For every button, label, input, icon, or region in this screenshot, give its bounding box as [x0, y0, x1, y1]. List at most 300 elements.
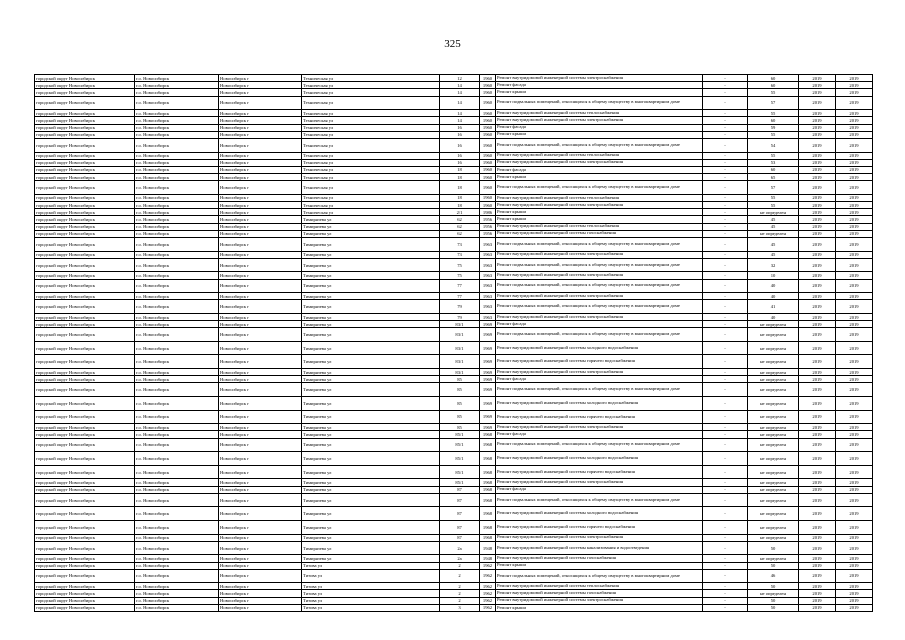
district-cell: г.о. Новосибирск — [135, 383, 219, 397]
district-cell: г.о. Новосибирск — [135, 424, 219, 431]
dash-cell: - — [703, 583, 748, 590]
dash-cell: - — [703, 493, 748, 507]
house-number-cell: 18 — [440, 202, 480, 209]
street-cell: Техническая ул — [302, 89, 440, 96]
street-cell: Техническая ул — [302, 202, 440, 209]
work-type-cell: Ремонт подвальных помещений, относящихся к общему имуществу в многоквартирном доме — [496, 181, 703, 195]
plan-year-end-cell: 2019 — [836, 424, 873, 431]
table-row — [35, 397, 873, 411]
plan-year-end-cell: 2019 — [836, 410, 873, 424]
wear-cell: не определен — [748, 321, 799, 328]
house-number-cell: 12 — [440, 75, 480, 82]
municipality-cell: городской округ Новосибирск — [35, 486, 135, 493]
plan-year-end-cell: 2019 — [836, 486, 873, 493]
plan-year-cell: 2019 — [799, 328, 836, 342]
city-cell: Новосибирск г — [219, 216, 302, 223]
district-cell: г.о. Новосибирск — [135, 604, 219, 611]
street-cell: Тимирязева ул — [302, 369, 440, 376]
municipality-cell: городской округ Новосибирск — [35, 583, 135, 590]
wear-cell: не определен — [748, 534, 799, 541]
district-cell: г.о. Новосибирск — [135, 110, 219, 117]
municipality-cell: городской округ Новосибирск — [35, 313, 135, 320]
table-row — [35, 555, 873, 562]
house-number-cell: 85/1 — [440, 465, 480, 479]
table-row — [35, 181, 873, 195]
city-cell: Новосибирск г — [219, 369, 302, 376]
wear-cell: не определен — [748, 479, 799, 486]
street-cell: Тимирязева ул — [302, 321, 440, 328]
year-built-cell: 1969 — [480, 321, 496, 328]
work-type-cell: Ремонт внутридомовой инженерной системы электроснабжения — [496, 117, 703, 124]
city-cell: Новосибирск г — [219, 604, 302, 611]
plan-year-end-cell: 2019 — [836, 117, 873, 124]
street-cell: Тимирязева ул — [302, 493, 440, 507]
dash-cell: - — [703, 75, 748, 82]
street-cell: Тимирязева ул — [302, 216, 440, 223]
wear-cell: не определен — [748, 438, 799, 452]
plan-year-cell: 2019 — [799, 493, 836, 507]
year-built-cell: 1968 — [480, 534, 496, 541]
street-cell: Тимирязева ул — [302, 507, 440, 521]
plan-year-end-cell: 2019 — [836, 174, 873, 181]
work-type-cell: Ремонт подвальных помещений, относящихся к общему имуществу в многоквартирном доме — [496, 258, 703, 272]
table-row — [35, 507, 873, 521]
municipality-cell: городской округ Новосибирск — [35, 520, 135, 534]
street-cell: Техническая ул — [302, 131, 440, 138]
municipality-cell: городской округ Новосибирск — [35, 569, 135, 583]
work-type-cell: Ремонт внутридомовой инженерной системы электроснабжения — [496, 479, 703, 486]
house-number-cell: 87 — [440, 507, 480, 521]
plan-year-end-cell: 2019 — [836, 376, 873, 383]
dash-cell: - — [703, 159, 748, 166]
city-cell: Новосибирск г — [219, 597, 302, 604]
city-cell: Новосибирск г — [219, 279, 302, 293]
wear-cell: 55 — [748, 131, 799, 138]
year-built-cell: 1962 — [480, 569, 496, 583]
municipality-cell: городской округ Новосибирск — [35, 279, 135, 293]
plan-year-end-cell: 2019 — [836, 452, 873, 466]
plan-year-cell: 2019 — [799, 486, 836, 493]
house-number-cell: 75 — [440, 272, 480, 279]
wear-cell: 54 — [748, 138, 799, 152]
city-cell: Новосибирск г — [219, 569, 302, 583]
plan-year-end-cell: 2019 — [836, 597, 873, 604]
plan-year-end-cell: 2019 — [836, 369, 873, 376]
plan-year-end-cell: 2019 — [836, 321, 873, 328]
district-cell: г.о. Новосибирск — [135, 258, 219, 272]
city-cell: Новосибирск г — [219, 251, 302, 258]
dash-cell: - — [703, 590, 748, 597]
city-cell: Новосибирск г — [219, 89, 302, 96]
municipality-cell: городской округ Новосибирск — [35, 181, 135, 195]
house-number-cell: 14 — [440, 96, 480, 110]
dash-cell: - — [703, 452, 748, 466]
work-type-cell: Ремонт внутридомовой инженерной системы электроснабжения — [496, 272, 703, 279]
street-cell: Техническая ул — [302, 194, 440, 201]
table-row — [35, 355, 873, 369]
year-built-cell: 1962 — [480, 583, 496, 590]
plan-year-end-cell: 2019 — [836, 383, 873, 397]
dash-cell: - — [703, 383, 748, 397]
municipality-cell: городской округ Новосибирск — [35, 555, 135, 562]
house-number-cell: 14 — [440, 82, 480, 89]
district-cell: г.о. Новосибирск — [135, 493, 219, 507]
work-type-cell: Ремонт внутридомовой инженерной системы газоснабжения — [496, 230, 703, 237]
city-cell: Новосибирск г — [219, 166, 302, 173]
plan-year-end-cell: 2019 — [836, 82, 873, 89]
wear-cell: 32 — [748, 258, 799, 272]
dash-cell: - — [703, 152, 748, 159]
wear-cell: 50 — [748, 604, 799, 611]
city-cell: Новосибирск г — [219, 82, 302, 89]
plan-year-end-cell: 2019 — [836, 89, 873, 96]
street-cell: Техническая ул — [302, 209, 440, 216]
dash-cell: - — [703, 293, 748, 300]
municipality-cell: городской округ Новосибирск — [35, 590, 135, 597]
wear-cell: 55 — [748, 202, 799, 209]
work-type-cell: Ремонт внутридомовой инженерной системы газоснабжения — [496, 590, 703, 597]
plan-year-cell: 2019 — [799, 397, 836, 411]
municipality-cell: городской округ Новосибирск — [35, 159, 135, 166]
plan-year-end-cell: 2019 — [836, 604, 873, 611]
house-number-cell: 85 — [440, 410, 480, 424]
wear-cell: не определен — [748, 424, 799, 431]
table-row — [35, 152, 873, 159]
dash-cell: - — [703, 410, 748, 424]
dash-cell: - — [703, 507, 748, 521]
wear-cell: 40 — [748, 279, 799, 293]
municipality-cell: городской округ Новосибирск — [35, 237, 135, 251]
wear-cell: не определен — [748, 465, 799, 479]
dash-cell: - — [703, 272, 748, 279]
wear-cell: 55 — [748, 152, 799, 159]
plan-year-end-cell: 2019 — [836, 138, 873, 152]
year-built-cell: 1960 — [480, 75, 496, 82]
city-cell: Новосибирск г — [219, 493, 302, 507]
plan-year-cell: 2019 — [799, 369, 836, 376]
street-cell: Тимирязева ул — [302, 438, 440, 452]
plan-year-cell: 2019 — [799, 438, 836, 452]
plan-year-end-cell: 2019 — [836, 520, 873, 534]
dash-cell: - — [703, 597, 748, 604]
district-cell: г.о. Новосибирск — [135, 541, 219, 555]
plan-year-cell: 2019 — [799, 152, 836, 159]
house-number-cell: 14 — [440, 117, 480, 124]
house-number-cell: 77 — [440, 279, 480, 293]
house-number-cell: 85/1 — [440, 438, 480, 452]
table-row — [35, 174, 873, 181]
table-row — [35, 590, 873, 597]
street-cell: Титова ул — [302, 569, 440, 583]
work-type-cell: Ремонт подвальных помещений, относящихся к общему имуществу в многоквартирном доме — [496, 493, 703, 507]
street-cell: Техническая ул — [302, 166, 440, 173]
city-cell: Новосибирск г — [219, 124, 302, 131]
house-number-cell: 85 — [440, 376, 480, 383]
wear-cell: 55 — [748, 194, 799, 201]
table-row — [35, 541, 873, 555]
work-type-cell: Ремонт подвальных помещений, относящихся к общему имуществу в многоквартирном доме — [496, 237, 703, 251]
year-built-cell: 1960 — [480, 138, 496, 152]
municipality-cell: городской округ Новосибирск — [35, 96, 135, 110]
wear-cell: не определен — [748, 209, 799, 216]
municipality-cell: городской округ Новосибирск — [35, 124, 135, 131]
plan-year-cell: 2019 — [799, 569, 836, 583]
municipality-cell: городской округ Новосибирск — [35, 230, 135, 237]
year-built-cell: 1968 — [480, 479, 496, 486]
year-built-cell: 1956 — [480, 216, 496, 223]
wear-cell: не определен — [748, 507, 799, 521]
dash-cell: - — [703, 520, 748, 534]
street-cell: Техническая ул — [302, 96, 440, 110]
year-built-cell: 1963 — [480, 300, 496, 314]
street-cell: Тимирязева ул — [302, 465, 440, 479]
work-type-cell: Ремонт внутридомовой инженерной системы холодного водоснабжения — [496, 397, 703, 411]
plan-year-end-cell: 2019 — [836, 272, 873, 279]
table-row — [35, 166, 873, 173]
wear-cell: 65 — [748, 174, 799, 181]
work-type-cell: Ремонт внутридомовой инженерной системы электроснабжения — [496, 424, 703, 431]
municipality-cell: городской округ Новосибирск — [35, 293, 135, 300]
house-number-cell: 2a — [440, 555, 480, 562]
year-built-cell: 1968 — [480, 520, 496, 534]
municipality-cell: городской округ Новосибирск — [35, 465, 135, 479]
district-cell: г.о. Новосибирск — [135, 194, 219, 201]
wear-cell: 60 — [748, 82, 799, 89]
plan-year-cell: 2019 — [799, 321, 836, 328]
year-built-cell: 1960 — [480, 124, 496, 131]
municipality-cell: городской округ Новосибирск — [35, 138, 135, 152]
dash-cell: - — [703, 569, 748, 583]
street-cell: Тимирязева ул — [302, 279, 440, 293]
street-cell: Техническая ул — [302, 117, 440, 124]
table-row — [35, 89, 873, 96]
municipality-cell: городской округ Новосибирск — [35, 355, 135, 369]
house-number-cell: 85/1 — [440, 431, 480, 438]
district-cell: г.о. Новосибирск — [135, 369, 219, 376]
table-row — [35, 313, 873, 320]
street-cell: Техническая ул — [302, 110, 440, 117]
table-row — [35, 410, 873, 424]
wear-cell: не определен — [748, 383, 799, 397]
table-row — [35, 493, 873, 507]
house-number-cell: 83/1 — [440, 355, 480, 369]
house-number-cell: 87 — [440, 493, 480, 507]
dash-cell: - — [703, 124, 748, 131]
district-cell: г.о. Новосибирск — [135, 293, 219, 300]
table-row — [35, 383, 873, 397]
plan-year-cell: 2019 — [799, 89, 836, 96]
municipality-cell: городской округ Новосибирск — [35, 383, 135, 397]
plan-year-end-cell: 2019 — [836, 569, 873, 583]
plan-year-end-cell: 2019 — [836, 507, 873, 521]
plan-year-cell: 2019 — [799, 465, 836, 479]
work-type-cell: Ремонт фасада — [496, 486, 703, 493]
municipality-cell: городской округ Новосибирск — [35, 424, 135, 431]
city-cell: Новосибирск г — [219, 321, 302, 328]
street-cell: Тимирязева ул — [302, 520, 440, 534]
city-cell: Новосибирск г — [219, 138, 302, 152]
municipality-cell: городской округ Новосибирск — [35, 152, 135, 159]
district-cell: г.о. Новосибирск — [135, 562, 219, 569]
district-cell: г.о. Новосибирск — [135, 486, 219, 493]
plan-year-cell: 2019 — [799, 82, 836, 89]
district-cell: г.о. Новосибирск — [135, 131, 219, 138]
year-built-cell: 1960 — [480, 152, 496, 159]
city-cell: Новосибирск г — [219, 223, 302, 230]
plan-year-end-cell: 2019 — [836, 216, 873, 223]
house-number-cell: 62 — [440, 223, 480, 230]
table-row — [35, 438, 873, 452]
street-cell: Тимирязева ул — [302, 479, 440, 486]
table-row — [35, 583, 873, 590]
wear-cell: не определен — [748, 493, 799, 507]
house-number-cell: 18 — [440, 194, 480, 201]
house-number-cell: 83/1 — [440, 328, 480, 342]
year-built-cell: 1960 — [480, 117, 496, 124]
year-built-cell: 1948 — [480, 555, 496, 562]
year-built-cell: 1963 — [480, 237, 496, 251]
house-number-cell: 16 — [440, 159, 480, 166]
district-cell: г.о. Новосибирск — [135, 438, 219, 452]
house-number-cell: 73 — [440, 251, 480, 258]
house-number-cell: 83/1 — [440, 321, 480, 328]
city-cell: Новосибирск г — [219, 355, 302, 369]
wear-cell: не определен — [748, 520, 799, 534]
plan-year-cell: 2019 — [799, 410, 836, 424]
plan-year-cell: 2019 — [799, 376, 836, 383]
municipality-cell: городской округ Новосибирск — [35, 251, 135, 258]
dash-cell: - — [703, 174, 748, 181]
municipality-cell: городской округ Новосибирск — [35, 328, 135, 342]
table-row — [35, 251, 873, 258]
house-number-cell: 14 — [440, 89, 480, 96]
plan-year-end-cell: 2019 — [836, 355, 873, 369]
year-built-cell: 1969 — [480, 341, 496, 355]
year-built-cell: 1960 — [480, 202, 496, 209]
wear-cell: не определен — [748, 355, 799, 369]
dash-cell: - — [703, 486, 748, 493]
dash-cell: - — [703, 258, 748, 272]
dash-cell: - — [703, 328, 748, 342]
city-cell: Новосибирск г — [219, 174, 302, 181]
year-built-cell: 1956 — [480, 223, 496, 230]
table-row — [35, 216, 873, 223]
table-row — [35, 479, 873, 486]
street-cell: Тимирязева ул — [302, 258, 440, 272]
district-cell: г.о. Новосибирск — [135, 300, 219, 314]
work-type-cell: Ремонт фасада — [496, 82, 703, 89]
work-type-cell: Ремонт подвальных помещений, относящихся к общему имуществу в многоквартирном доме — [496, 328, 703, 342]
plan-year-end-cell: 2019 — [836, 223, 873, 230]
work-type-cell: Ремонт внутридомовой инженерной системы теплоснабжения — [496, 194, 703, 201]
work-type-cell: Ремонт внутридомовой инженерной системы горячего водоснабжения — [496, 355, 703, 369]
city-cell: Новосибирск г — [219, 452, 302, 466]
dash-cell: - — [703, 300, 748, 314]
plan-year-cell: 2019 — [799, 174, 836, 181]
table-row — [35, 96, 873, 110]
year-built-cell: 1963 — [480, 313, 496, 320]
municipality-cell: городской округ Новосибирск — [35, 223, 135, 230]
plan-year-end-cell: 2019 — [836, 493, 873, 507]
district-cell: г.о. Новосибирск — [135, 272, 219, 279]
district-cell: г.о. Новосибирск — [135, 138, 219, 152]
municipality-cell: городской округ Новосибирск — [35, 534, 135, 541]
year-built-cell: 1969 — [480, 383, 496, 397]
plan-year-end-cell: 2019 — [836, 555, 873, 562]
city-cell: Новосибирск г — [219, 397, 302, 411]
work-type-cell: Ремонт внутридомовой инженерной системы холодного водоснабжения — [496, 341, 703, 355]
dash-cell: - — [703, 96, 748, 110]
table-row — [35, 452, 873, 466]
plan-year-end-cell: 2019 — [836, 230, 873, 237]
table-row — [35, 520, 873, 534]
district-cell: г.о. Новосибирск — [135, 410, 219, 424]
year-built-cell: 1986 — [480, 209, 496, 216]
work-type-cell: Ремонт внутридомовой инженерной системы электроснабжения — [496, 202, 703, 209]
table-row — [35, 138, 873, 152]
dash-cell: - — [703, 251, 748, 258]
municipality-cell: городской округ Новосибирск — [35, 493, 135, 507]
year-built-cell: 1960 — [480, 159, 496, 166]
district-cell: г.о. Новосибирск — [135, 355, 219, 369]
municipality-cell: городской округ Новосибирск — [35, 479, 135, 486]
district-cell: г.о. Новосибирск — [135, 555, 219, 562]
street-cell: Тимирязева ул — [302, 341, 440, 355]
street-cell: Тимирязева ул — [302, 383, 440, 397]
street-cell: Тимирязева ул — [302, 272, 440, 279]
street-cell: Техническая ул — [302, 138, 440, 152]
wear-cell: 40 — [748, 313, 799, 320]
city-cell: Новосибирск г — [219, 562, 302, 569]
work-type-cell: Ремонт подвальных помещений, относящихся к общему имуществу в многоквартирном доме — [496, 383, 703, 397]
municipality-cell: городской округ Новосибирск — [35, 452, 135, 466]
table-row — [35, 82, 873, 89]
table-row — [35, 562, 873, 569]
district-cell: г.о. Новосибирск — [135, 590, 219, 597]
dash-cell: - — [703, 131, 748, 138]
year-built-cell: 1968 — [480, 438, 496, 452]
work-type-cell: Ремонт внутридомовой инженерной системы канализования и водоотведения — [496, 541, 703, 555]
house-number-cell: 16 — [440, 124, 480, 131]
house-number-cell: 16 — [440, 138, 480, 152]
district-cell: г.о. Новосибирск — [135, 376, 219, 383]
table-row — [35, 597, 873, 604]
dash-cell: - — [703, 313, 748, 320]
street-cell: Титова ул — [302, 562, 440, 569]
work-type-cell: Ремонт внутридомовой инженерной системы теплоснабжения — [496, 223, 703, 230]
street-cell: Техническая ул — [302, 181, 440, 195]
house-number-cell: 79 — [440, 300, 480, 314]
street-cell: Техническая ул — [302, 174, 440, 181]
year-built-cell: 1968 — [480, 493, 496, 507]
plan-year-cell: 2019 — [799, 431, 836, 438]
year-built-cell: 1960 — [480, 166, 496, 173]
work-type-cell: Ремонт крыши — [496, 174, 703, 181]
table-row — [35, 117, 873, 124]
year-built-cell: 1963 — [480, 272, 496, 279]
plan-year-cell: 2019 — [799, 237, 836, 251]
dash-cell: - — [703, 479, 748, 486]
dash-cell: - — [703, 223, 748, 230]
year-built-cell: 1963 — [480, 258, 496, 272]
plan-year-end-cell: 2019 — [836, 313, 873, 320]
year-built-cell: 1960 — [480, 89, 496, 96]
plan-year-cell: 2019 — [799, 131, 836, 138]
table-row — [35, 110, 873, 117]
street-cell: Тимирязева ул — [302, 293, 440, 300]
municipality-cell: городской округ Новосибирск — [35, 272, 135, 279]
wear-cell: 60 — [748, 75, 799, 82]
